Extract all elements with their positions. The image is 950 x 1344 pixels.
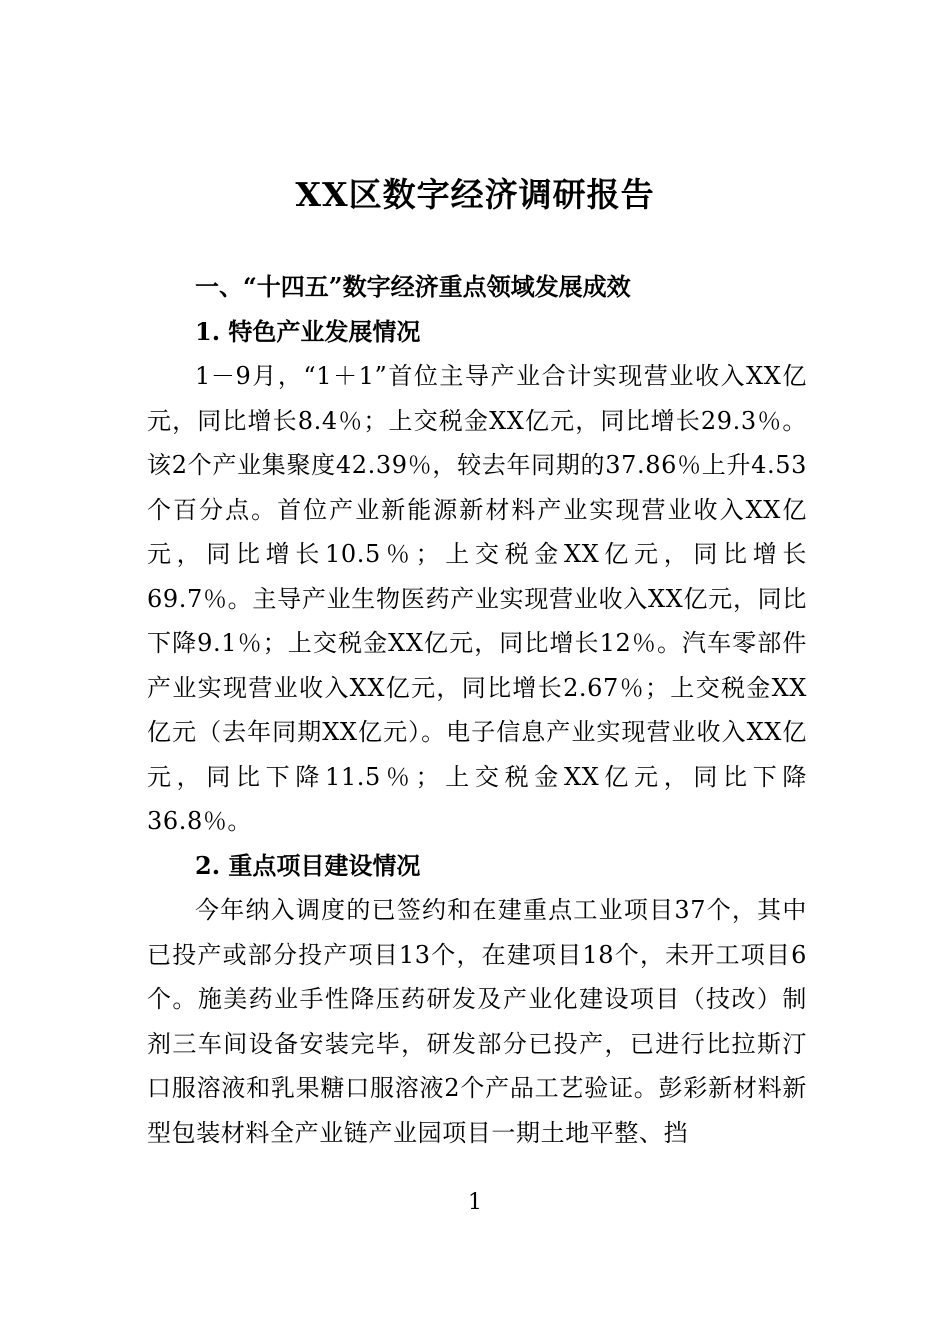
page-number: 1	[468, 1190, 482, 1215]
subsection-2-paragraph: 今年纳入调度的已签约和在建重点工业项目37个，其中已投产或部分投产项目13个，在建项目18个，未开工项目6个。施美药业手性降压药研发及产业化建设项目（技改）制剂三车间设备安装完毕，研发部分已投产，已进行比拉斯汀口服溶液和乳果糖口服溶液2个产品工艺验证。彭彩新材料新型包装材料全产业链产业园项目一期土地平整、挡	[147, 896, 807, 1147]
document-title: XX区数字经济调研报告	[295, 175, 655, 214]
document-body	[147, 265, 807, 1155]
subsection-1-heading: 1. 特色产业发展情况	[195, 316, 421, 346]
section-heading: 一、“十四五”数字经济重点领域发展成效	[195, 272, 631, 301]
subsection-2-heading: 2. 重点项目建设情况	[195, 850, 421, 880]
subsection-1-paragraph: 1－9月，“1＋1”首位主导产业合计实现营业收入XX亿元，同比增长8.4％；上交税金XX亿元，同比增长29.3％。该2个产业集聚度42.39％，较去年同期的37.86％上升4.53个百分点。首位产业新能源新材料产业实现营业收入XX亿元，同比增长10.5％；上交税金XX亿元，同比增长69.7％。主导产业生物医药产业实现营业收入XX亿元，同比下降9.1％；上交税金XX亿元，同比增长12％。汽车零部件产业实现营业收入XX亿元，同比增长2.67％；上交税金XX亿元（去年同期XX亿元）。电子信息产业实现营业收入XX亿元，同比下降11.5％；上交税金XX亿元，同比下降36.8％。	[147, 362, 807, 835]
